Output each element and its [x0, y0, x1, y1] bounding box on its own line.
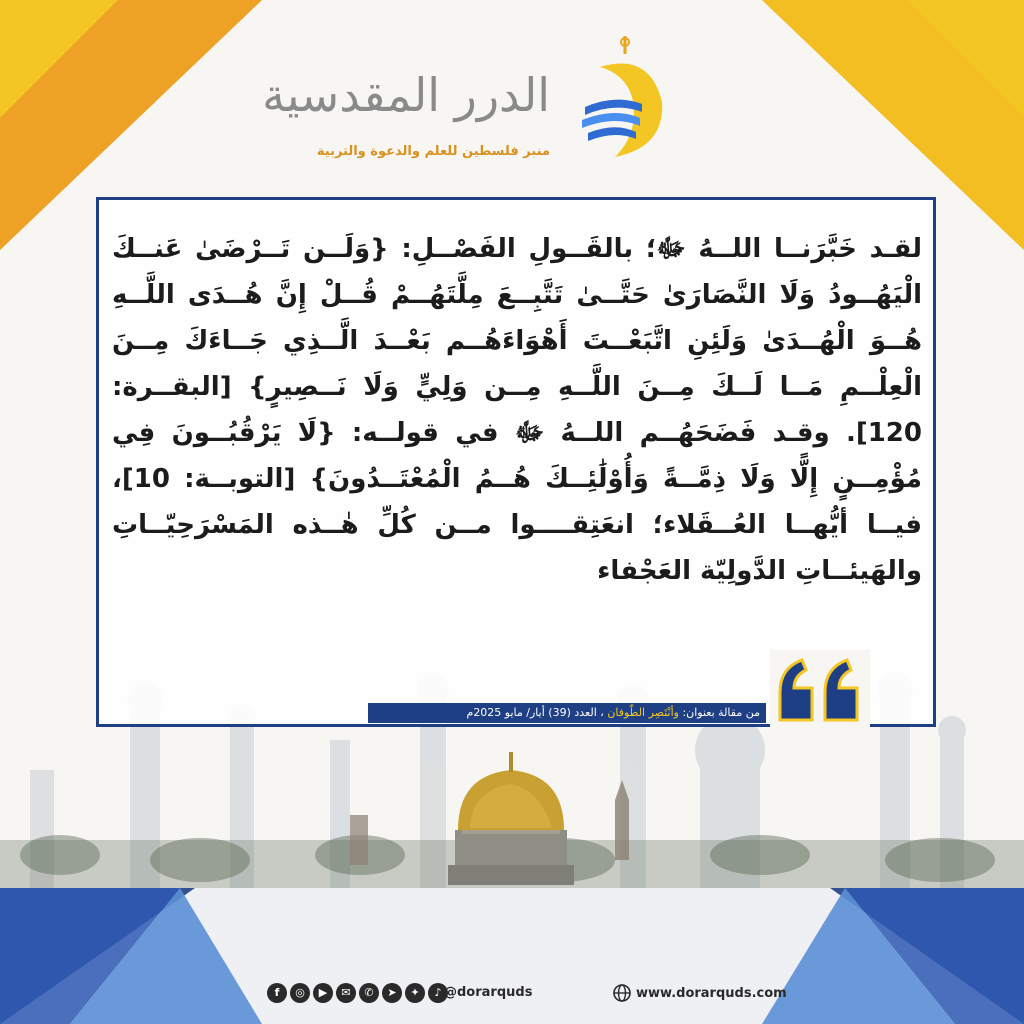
whatsapp-icon[interactable]: ✆ [359, 983, 379, 1003]
source-prefix: من مقالة بعنوان: [682, 706, 760, 719]
telegram-icon[interactable]: ➤ [382, 983, 402, 1003]
globe-icon [612, 983, 632, 1003]
social-icons [267, 983, 448, 1003]
crescent-logo-icon [570, 32, 670, 172]
source-issue: ، العدد (39) أيار/ مايو 2025م [466, 706, 604, 719]
brand-name: الدرر المقدسية [262, 68, 550, 122]
instagram-icon[interactable]: ◎ [290, 983, 310, 1003]
quotation-mark-icon [770, 650, 870, 735]
email-icon[interactable]: ✉ [336, 983, 356, 1003]
twitter-icon[interactable]: ✦ [405, 983, 425, 1003]
brand-header [262, 60, 670, 170]
facebook-icon[interactable]: f [267, 983, 287, 1003]
brand-tagline: منبر فلسطين للعلم والدعوة والتربية [316, 144, 550, 159]
website-link[interactable] [612, 983, 787, 1003]
social-handle[interactable]: @dorarquds [444, 985, 533, 1000]
website-url: www.dorarquds.com [636, 985, 787, 1001]
source-title: وأنْتَصِر الطّوفان [607, 706, 679, 719]
dome-of-the-rock [448, 752, 574, 885]
tiktok-icon[interactable]: ♪ [428, 983, 448, 1003]
source-bar [368, 703, 766, 723]
quote-mark-container [770, 650, 870, 735]
quote-text: لقـد خَبَّرَنــا اللــهُ ﷻ؛ بالقَــولِ الفَصْــلِ: {وَلَــن تَــرْضَىٰ عَنــكَ الْيَهُــودُ وَلَا النَّصَارَىٰ حَتَّــىٰ تَتَّبِــعَ مِلَّتَهُــمْ قُــلْ إِنَّ هُــدَى اللَّــهِ هُــوَ الْهُــدَىٰ وَلَئِنِ اتَّبَعْــتَ أَهْوَاءَهُــم بَعْــدَ الَّــذِي جَــاءَكَ مِــنَ الْعِلْــمِ مَــا لَــكَ مِــنَ اللَّــهِ مِــن وَلِيٍّ وَلَا نَــصِيرٍ} [البقــرة: 120]. وقـد فَضَحَهُــم اللــهُ ﷻ في قولــه: {لَا يَرْقُبُــونَ فِي مُؤْمِــنٍ إِلًّا وَلَا ذِمَّــةً وَأُوْلَٰئِــكَ هُــمُ الْمُعْتَــدُونَ} [التوبــة: 10]، فيــا أيُّهــا العُــقَلاء؛ انعَتِقــــوا مــن كُلِّ هٰــذه المَسْرَحِيّــاتِ والهَيئــاتِ الدَّولِيّة العَجْفاء [112, 234, 922, 586]
youtube-icon[interactable]: ▶ [313, 983, 333, 1003]
